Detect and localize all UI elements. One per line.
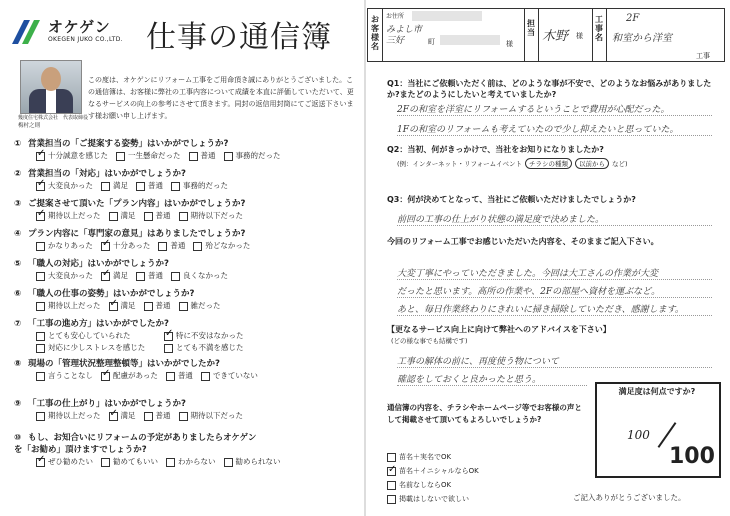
option-label: 十分誠意を感じた [48, 151, 108, 160]
checkbox[interactable] [193, 242, 202, 251]
option-choice[interactable] [101, 180, 128, 192]
option-choice[interactable] [144, 410, 171, 422]
publish-option-label: 苗名＋実名でOK [399, 453, 452, 461]
checkbox[interactable] [136, 182, 145, 191]
option-choice[interactable] [116, 150, 181, 162]
ceo-photo [20, 60, 82, 114]
publish-option-label: 掲載はしないで欲しい [399, 495, 469, 503]
option-label: とても安心していられた [48, 331, 131, 340]
question-6 [14, 288, 364, 312]
q5-text: 【更なるサービス向上に向けて弊社へのアドバイスを下さい】 [387, 325, 611, 334]
option-choice[interactable] [144, 210, 171, 222]
option-choice[interactable] [101, 240, 150, 252]
option-label: 言うことなし [48, 371, 93, 380]
option-label: 対応に少しストレスを感じた [48, 343, 146, 352]
question-label: 「職人の対応」はいかがでしょうか? [28, 259, 169, 269]
option-label: 一生懸命だった [128, 151, 181, 160]
q2-example-prefix: (例：インターネット・リフォームイベント [397, 160, 522, 168]
option-choice[interactable] [164, 342, 284, 354]
company-name: オケゲン [48, 18, 111, 36]
work-handwritten-floor: 2F [626, 13, 640, 24]
staff-label: 担当 [527, 19, 535, 37]
option-label: 大変良かった [48, 271, 93, 280]
work-suffix: 工事 [696, 52, 710, 60]
q5-answer-line-1: 工事の解体の前に、再度使う物について [397, 354, 712, 368]
address-handwritten: みよし市 三好 [386, 25, 432, 46]
option-choice[interactable] [36, 370, 93, 382]
option-choice[interactable] [136, 270, 163, 282]
option-label: 期待以下だった [190, 211, 243, 220]
address-label: お住所 [386, 13, 405, 20]
checkbox[interactable] [387, 481, 396, 490]
staff-cell [538, 9, 593, 61]
option-choice[interactable] [179, 210, 244, 222]
checkbox[interactable] [36, 412, 45, 421]
question-text [14, 318, 364, 330]
question-9 [14, 398, 364, 422]
q1-answer-line-2: 1Fの和室のリフォームも考えていたので少し抑えたいと思っていた。 [397, 122, 712, 136]
logo-mark-icon [10, 16, 44, 46]
checkbox[interactable] [36, 332, 45, 341]
option-label: 満足 [113, 181, 128, 190]
option-label: 殆どなかった [205, 241, 251, 250]
page-divider [364, 0, 366, 516]
customer-label: お客様名 [371, 15, 379, 51]
checkbox[interactable] [109, 302, 118, 311]
option-row [36, 370, 364, 382]
publish-option[interactable] [387, 478, 487, 492]
option-label: 普通 [155, 211, 171, 220]
redacted-name [440, 35, 500, 45]
option-label: とても不満を感じた [176, 343, 244, 352]
checkbox[interactable] [109, 412, 118, 421]
option-choice[interactable] [166, 456, 216, 468]
question-number: ⑤ [14, 259, 22, 269]
checkbox[interactable] [224, 152, 233, 161]
question-text [14, 398, 364, 410]
town-label: 町 [428, 38, 435, 46]
checkbox[interactable] [101, 372, 110, 381]
question-number: ⑨ [14, 399, 22, 409]
staff-handwritten: 木野 [542, 29, 569, 44]
work-cell [606, 9, 724, 61]
ceo-title: 幾度住宅株式会社 代表取締役 [18, 115, 89, 121]
q2-circled-flyer: チラシの種類 [525, 158, 572, 169]
staff-label-cell [524, 9, 539, 61]
question-5 [14, 258, 364, 282]
question-1 [14, 138, 364, 162]
score-max: 100 [669, 444, 715, 469]
option-choice[interactable] [158, 240, 185, 252]
sama-label: 様 [506, 40, 513, 48]
option-choice[interactable] [164, 330, 284, 342]
customer-header [367, 8, 725, 62]
option-label: できていない [212, 371, 258, 380]
option-label: 大変良かった [48, 181, 93, 190]
option-choice[interactable] [171, 180, 228, 192]
option-row [36, 410, 364, 422]
question-label: 「工事の仕上がり」はいかがでしょうか? [28, 399, 186, 409]
checkbox[interactable] [189, 152, 198, 161]
option-choice[interactable] [36, 300, 101, 312]
question-label: 営業担当の「対応」はいかがでしょうか? [28, 169, 186, 179]
question-text [14, 358, 364, 370]
option-choice[interactable] [36, 150, 108, 162]
q5-sub: (どの様な事でも結構です) [391, 337, 468, 345]
checkbox[interactable] [224, 458, 233, 467]
option-label: 勧められない [235, 457, 281, 466]
option-choice[interactable] [166, 370, 193, 382]
option-label: 配慮があった [113, 371, 158, 380]
checkbox[interactable] [36, 344, 45, 353]
question-label: ご提案させて頂いた「プラン内容」はいかがでしょうか? [28, 199, 246, 209]
checkbox[interactable] [136, 272, 145, 281]
right-page [367, 4, 727, 512]
option-choice[interactable] [193, 240, 250, 252]
checkbox[interactable] [36, 302, 45, 311]
checkbox[interactable] [171, 272, 180, 281]
checkbox[interactable] [36, 272, 45, 281]
score-handwritten: 100 [627, 428, 650, 442]
option-label: 普通 [148, 181, 163, 190]
option-choice[interactable] [171, 270, 228, 282]
question-text [14, 198, 364, 210]
question-number: ⑥ [14, 289, 22, 299]
question-label: 「工事の進め方」はいかがでしたか? [28, 319, 169, 329]
checkbox[interactable] [36, 372, 45, 381]
option-label: わからない [178, 457, 216, 466]
question-label: 営業担当の「ご提案する姿勢」はいかがでしょうか? [28, 139, 229, 149]
question-number: ⑧ [14, 359, 22, 369]
question-7 [14, 318, 364, 354]
q1-answer-line-1: 2Fの和室を洋室にリフォームするということで費用が心配だった。 [397, 102, 712, 116]
option-row [36, 180, 364, 192]
checkbox[interactable] [36, 152, 45, 161]
publish-option[interactable] [387, 464, 487, 478]
option-label: 満足 [120, 211, 136, 220]
option-choice[interactable] [36, 342, 156, 354]
score-box [595, 382, 721, 478]
checkbox[interactable] [144, 302, 153, 311]
option-choice[interactable] [36, 410, 101, 422]
checkbox[interactable] [116, 152, 125, 161]
thanks-text: ご記入ありがとうございました。 [573, 493, 686, 502]
option-choice[interactable] [36, 210, 101, 222]
option-label: 満足 [120, 301, 136, 310]
customer-label-cell [368, 9, 383, 61]
option-choice[interactable] [144, 300, 171, 312]
company-sub: OKEGEN JUKO CO.,LTD. [48, 36, 123, 43]
staff-suffix: 様 [576, 32, 583, 40]
option-label: 普通 [170, 241, 186, 250]
publish-option-label: 名前なしならOK [399, 481, 452, 489]
option-label: 普通 [155, 301, 171, 310]
option-label: 満足 [113, 271, 128, 280]
question-text [14, 432, 264, 456]
option-row [36, 150, 364, 162]
q4-answer-line-3: あと、毎日作業終わりにきれいに掃き掃除していただき、感謝します。 [397, 302, 712, 316]
checkbox[interactable] [101, 272, 110, 281]
option-row [36, 300, 364, 312]
work-label-cell [592, 9, 607, 61]
option-label: 十分あった [112, 241, 151, 250]
option-choice[interactable] [201, 370, 258, 382]
q6-text: 通信簿の内容を、チラシやホームページ等でお客様の声として掲載させて頂いてもよろしいでしょうか? [387, 403, 582, 424]
option-choice[interactable] [224, 150, 281, 162]
option-choice[interactable] [36, 456, 93, 468]
checkbox[interactable] [164, 344, 173, 353]
option-label: 期待以下だった [190, 411, 243, 420]
option-label: 事務的だった [235, 151, 281, 160]
publish-option-label: 苗名＋イニシャルならOK [399, 467, 479, 475]
checkbox[interactable] [179, 212, 188, 221]
q3-answer: 前回の工事の仕上がり状態の満足度で決めました。 [397, 212, 712, 226]
question-number: ⑩ [14, 433, 22, 443]
question-number: ③ [14, 199, 22, 209]
publish-options [387, 450, 597, 506]
q2-example-suffix: など) [612, 160, 628, 168]
question-text [14, 288, 364, 300]
option-choice[interactable] [109, 210, 136, 222]
option-choice[interactable] [109, 300, 136, 312]
q1-text: Q1：当社にご依頼いただく前は、どのような事が不安で、どのようなお悩みがありましたか?またどのようにしたいと考えていましたか? [387, 79, 712, 99]
option-row [36, 456, 364, 468]
option-choice[interactable] [36, 180, 93, 192]
customer-cell [382, 9, 525, 61]
option-choice[interactable] [224, 456, 281, 468]
checkbox[interactable] [166, 458, 175, 467]
option-label: 満足 [120, 411, 136, 420]
publish-option[interactable] [387, 450, 487, 464]
checkbox[interactable] [164, 332, 173, 341]
option-label: 普通 [177, 371, 193, 380]
checkbox[interactable] [109, 212, 118, 221]
question-2 [14, 168, 364, 192]
option-choice[interactable] [109, 410, 136, 422]
question-text [14, 228, 364, 240]
question-10 [14, 432, 364, 468]
intro-text: この度は、オケゲンにリフォーム工事をご用命頂き誠にありがとうございました。この通信簿は、お客様に弊社の工事内容について成績を本直に評価していただいて、更なるサービスの向上の参考にさせて頂きます。同封の返信用封筒にてご返送下さいます様お願い申し上げます。 [88, 76, 354, 120]
q4-text: 今回のリフォーム工事でお感じいただいた内容を、そのままご記入下さい。 [387, 237, 659, 246]
work-handwritten-name: 和室から洋室 [612, 33, 672, 44]
option-label: ぜひ勧めたい [48, 457, 93, 466]
question-number: ④ [14, 229, 22, 239]
option-label: かなりあった [48, 241, 93, 250]
question-4 [14, 228, 364, 252]
option-label: 期待以上だった [48, 301, 101, 310]
q2-circled-before: 以前から [575, 158, 609, 169]
option-choice[interactable] [101, 456, 158, 468]
checkbox[interactable] [36, 458, 45, 467]
left-page [4, 4, 364, 512]
checkbox[interactable] [144, 212, 153, 221]
option-label: 期待以上だった [48, 211, 101, 220]
option-row [36, 240, 364, 252]
option-choice[interactable] [189, 150, 216, 162]
checkbox[interactable] [171, 182, 180, 191]
option-label: 特に不安はなかった [176, 331, 244, 340]
checkbox[interactable] [387, 453, 396, 462]
option-label: 普通 [155, 411, 171, 420]
checkbox[interactable] [36, 212, 45, 221]
option-choice[interactable] [101, 270, 128, 282]
question-number: ⑦ [14, 319, 22, 329]
checkbox[interactable] [201, 372, 210, 381]
question-number: ① [14, 139, 22, 149]
option-choice[interactable] [36, 240, 93, 252]
score-title: 満足度は何点ですか? [618, 387, 696, 396]
checkbox[interactable] [158, 242, 167, 251]
question-text [14, 168, 364, 180]
option-label: 普通 [200, 151, 216, 160]
checkbox[interactable] [36, 182, 45, 191]
checkbox[interactable] [36, 242, 45, 251]
question-text [14, 258, 364, 270]
q2-examples [397, 158, 628, 169]
option-choice[interactable] [36, 330, 156, 342]
q5-answer-line-2: 確認をしておくと良かったと思う。 [397, 372, 587, 386]
question-label: 「職人の仕事の姿勢」はいかがでしょうか? [28, 289, 195, 299]
q4-answer-line-1: 大変丁寧にやっていただきました。今回は大工さんの作業が大変 [397, 266, 712, 280]
question-label: もし、お知合いにリフォームの予定がありましたらオケゲンを「お勧め」頂けますでしょうか? [14, 433, 257, 455]
checkbox[interactable] [144, 412, 153, 421]
option-choice[interactable] [136, 180, 163, 192]
ceo-name: 梅村之則 [18, 123, 41, 129]
option-label: 期待以上だった [48, 411, 101, 420]
question-label: プラン内容に「専門家の意見」はありましたでしょうか? [28, 229, 246, 239]
publish-option[interactable] [387, 492, 487, 506]
question-8 [14, 358, 364, 382]
q3-text: Q3：何が決めてとなって、当社にご依頼いただけましたでしょうか? [387, 195, 636, 204]
checkbox[interactable] [101, 242, 110, 251]
work-label: 工事名 [595, 15, 603, 42]
option-label: 事務的だった [183, 181, 228, 190]
option-choice[interactable] [101, 370, 158, 382]
question-label: 現場の「管理状況整理整頓等」はいかがでしたか? [28, 359, 220, 369]
q4-answer-line-2: だったと思います。高所の作業や、2Fの部屋へ資材を運ぶなど。 [397, 284, 712, 298]
question-number: ② [14, 169, 22, 179]
question-text [14, 138, 364, 150]
option-row [36, 210, 364, 222]
option-choice[interactable] [179, 300, 221, 312]
option-label: 勧めてもいい [113, 457, 158, 466]
question-3 [14, 198, 364, 222]
option-choice[interactable] [179, 410, 244, 422]
option-choice[interactable] [36, 270, 93, 282]
option-label: 普通 [148, 271, 163, 280]
checkbox[interactable] [166, 372, 175, 381]
checkbox[interactable] [387, 495, 396, 504]
option-label: 雑だった [190, 301, 221, 310]
checkbox[interactable] [101, 182, 110, 191]
checkbox[interactable] [179, 302, 188, 311]
q2-text: Q2：当初、何がきっかけで、当社をお知りになりましたか? [387, 145, 604, 154]
checkbox[interactable] [387, 467, 396, 476]
checkbox[interactable] [101, 458, 110, 467]
option-row [36, 330, 296, 354]
option-row [36, 270, 364, 282]
option-label: 良くなかった [183, 271, 228, 280]
redacted-address [412, 11, 482, 21]
page-title: 仕事の通信簿 [146, 20, 332, 55]
checkbox[interactable] [179, 412, 188, 421]
